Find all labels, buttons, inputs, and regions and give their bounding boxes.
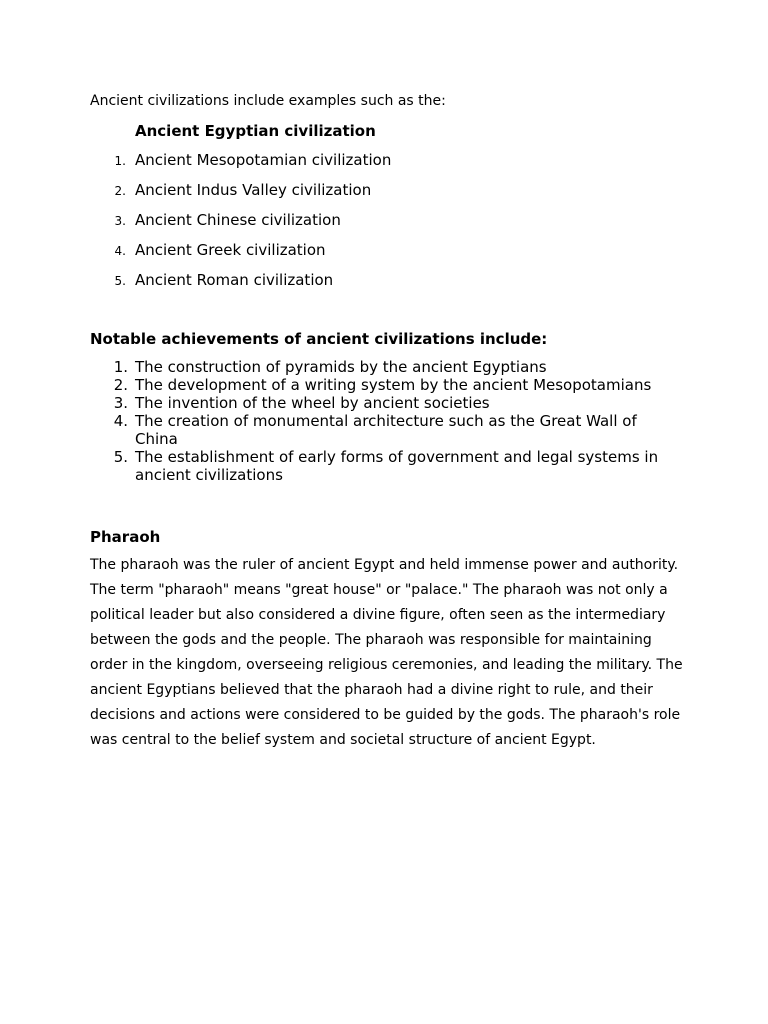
list-number: 4. (114, 244, 126, 258)
list-item-text: The invention of the wheel by ancient societies (135, 394, 490, 412)
list-number: 2. (114, 184, 126, 198)
list-item (90, 150, 690, 180)
list-number: 3. (114, 214, 126, 228)
civilization-heading: Ancient Egyptian civilization (135, 122, 376, 140)
list-number: 1. (114, 154, 126, 168)
list-item-text: Ancient Mesopotamian civilization (135, 151, 392, 169)
list-item (90, 240, 690, 270)
achievements-heading: Notable achievements of ancient civilizations include: (90, 330, 548, 348)
list-item-text: Ancient Greek civilization (135, 241, 326, 259)
intro-text: Ancient civilizations include examples such as the: (90, 93, 446, 109)
list-number: 2. (113, 376, 128, 394)
civilization-list (90, 150, 690, 300)
list-number: 4. (113, 412, 128, 430)
list-item (90, 180, 690, 210)
list-item-text: Ancient Indus Valley civilization (135, 181, 372, 199)
list-item-text: The creation of monumental architecture such as the Great Wall of China (135, 412, 637, 448)
list-item (90, 376, 690, 394)
list-item (90, 270, 690, 300)
list-item (90, 412, 690, 448)
list-item (90, 394, 690, 412)
list-item-text: The construction of pyramids by the ancient Egyptians (135, 358, 547, 376)
list-item-text: The development of a writing system by the ancient Mesopotamians (135, 376, 652, 394)
list-item-text: The establishment of early forms of government and legal systems in ancient civilizations (135, 448, 659, 484)
list-item (90, 210, 690, 240)
list-item (90, 448, 690, 484)
list-item (90, 358, 690, 376)
pharaoh-paragraph: The pharaoh was the ruler of ancient Egypt and held immense power and authority. The term "pharaoh" means "great house" or "palace." The pharaoh was not only a political leader but also considered a divine figure, often seen as the intermediary between the gods and the people. The pharaoh was responsible for maintaining order in the kingdom, overseeing religious ceremonies, and leading the military. The ancient Egyptians believed that the pharaoh had a divine right to rule, and their decisions and actions were considered to be guided by the gods. The pharaoh's role was central to the belief system and societal structure of ancient Egypt. (90, 557, 683, 748)
pharaoh-heading: Pharaoh (90, 528, 161, 546)
list-number: 5. (113, 448, 128, 466)
list-item-text: Ancient Chinese civilization (135, 211, 341, 229)
achievements-list (90, 358, 690, 484)
list-item-text: Ancient Roman civilization (135, 271, 334, 289)
list-number: 1. (113, 358, 128, 376)
list-number: 5. (114, 274, 126, 288)
list-number: 3. (113, 394, 128, 412)
